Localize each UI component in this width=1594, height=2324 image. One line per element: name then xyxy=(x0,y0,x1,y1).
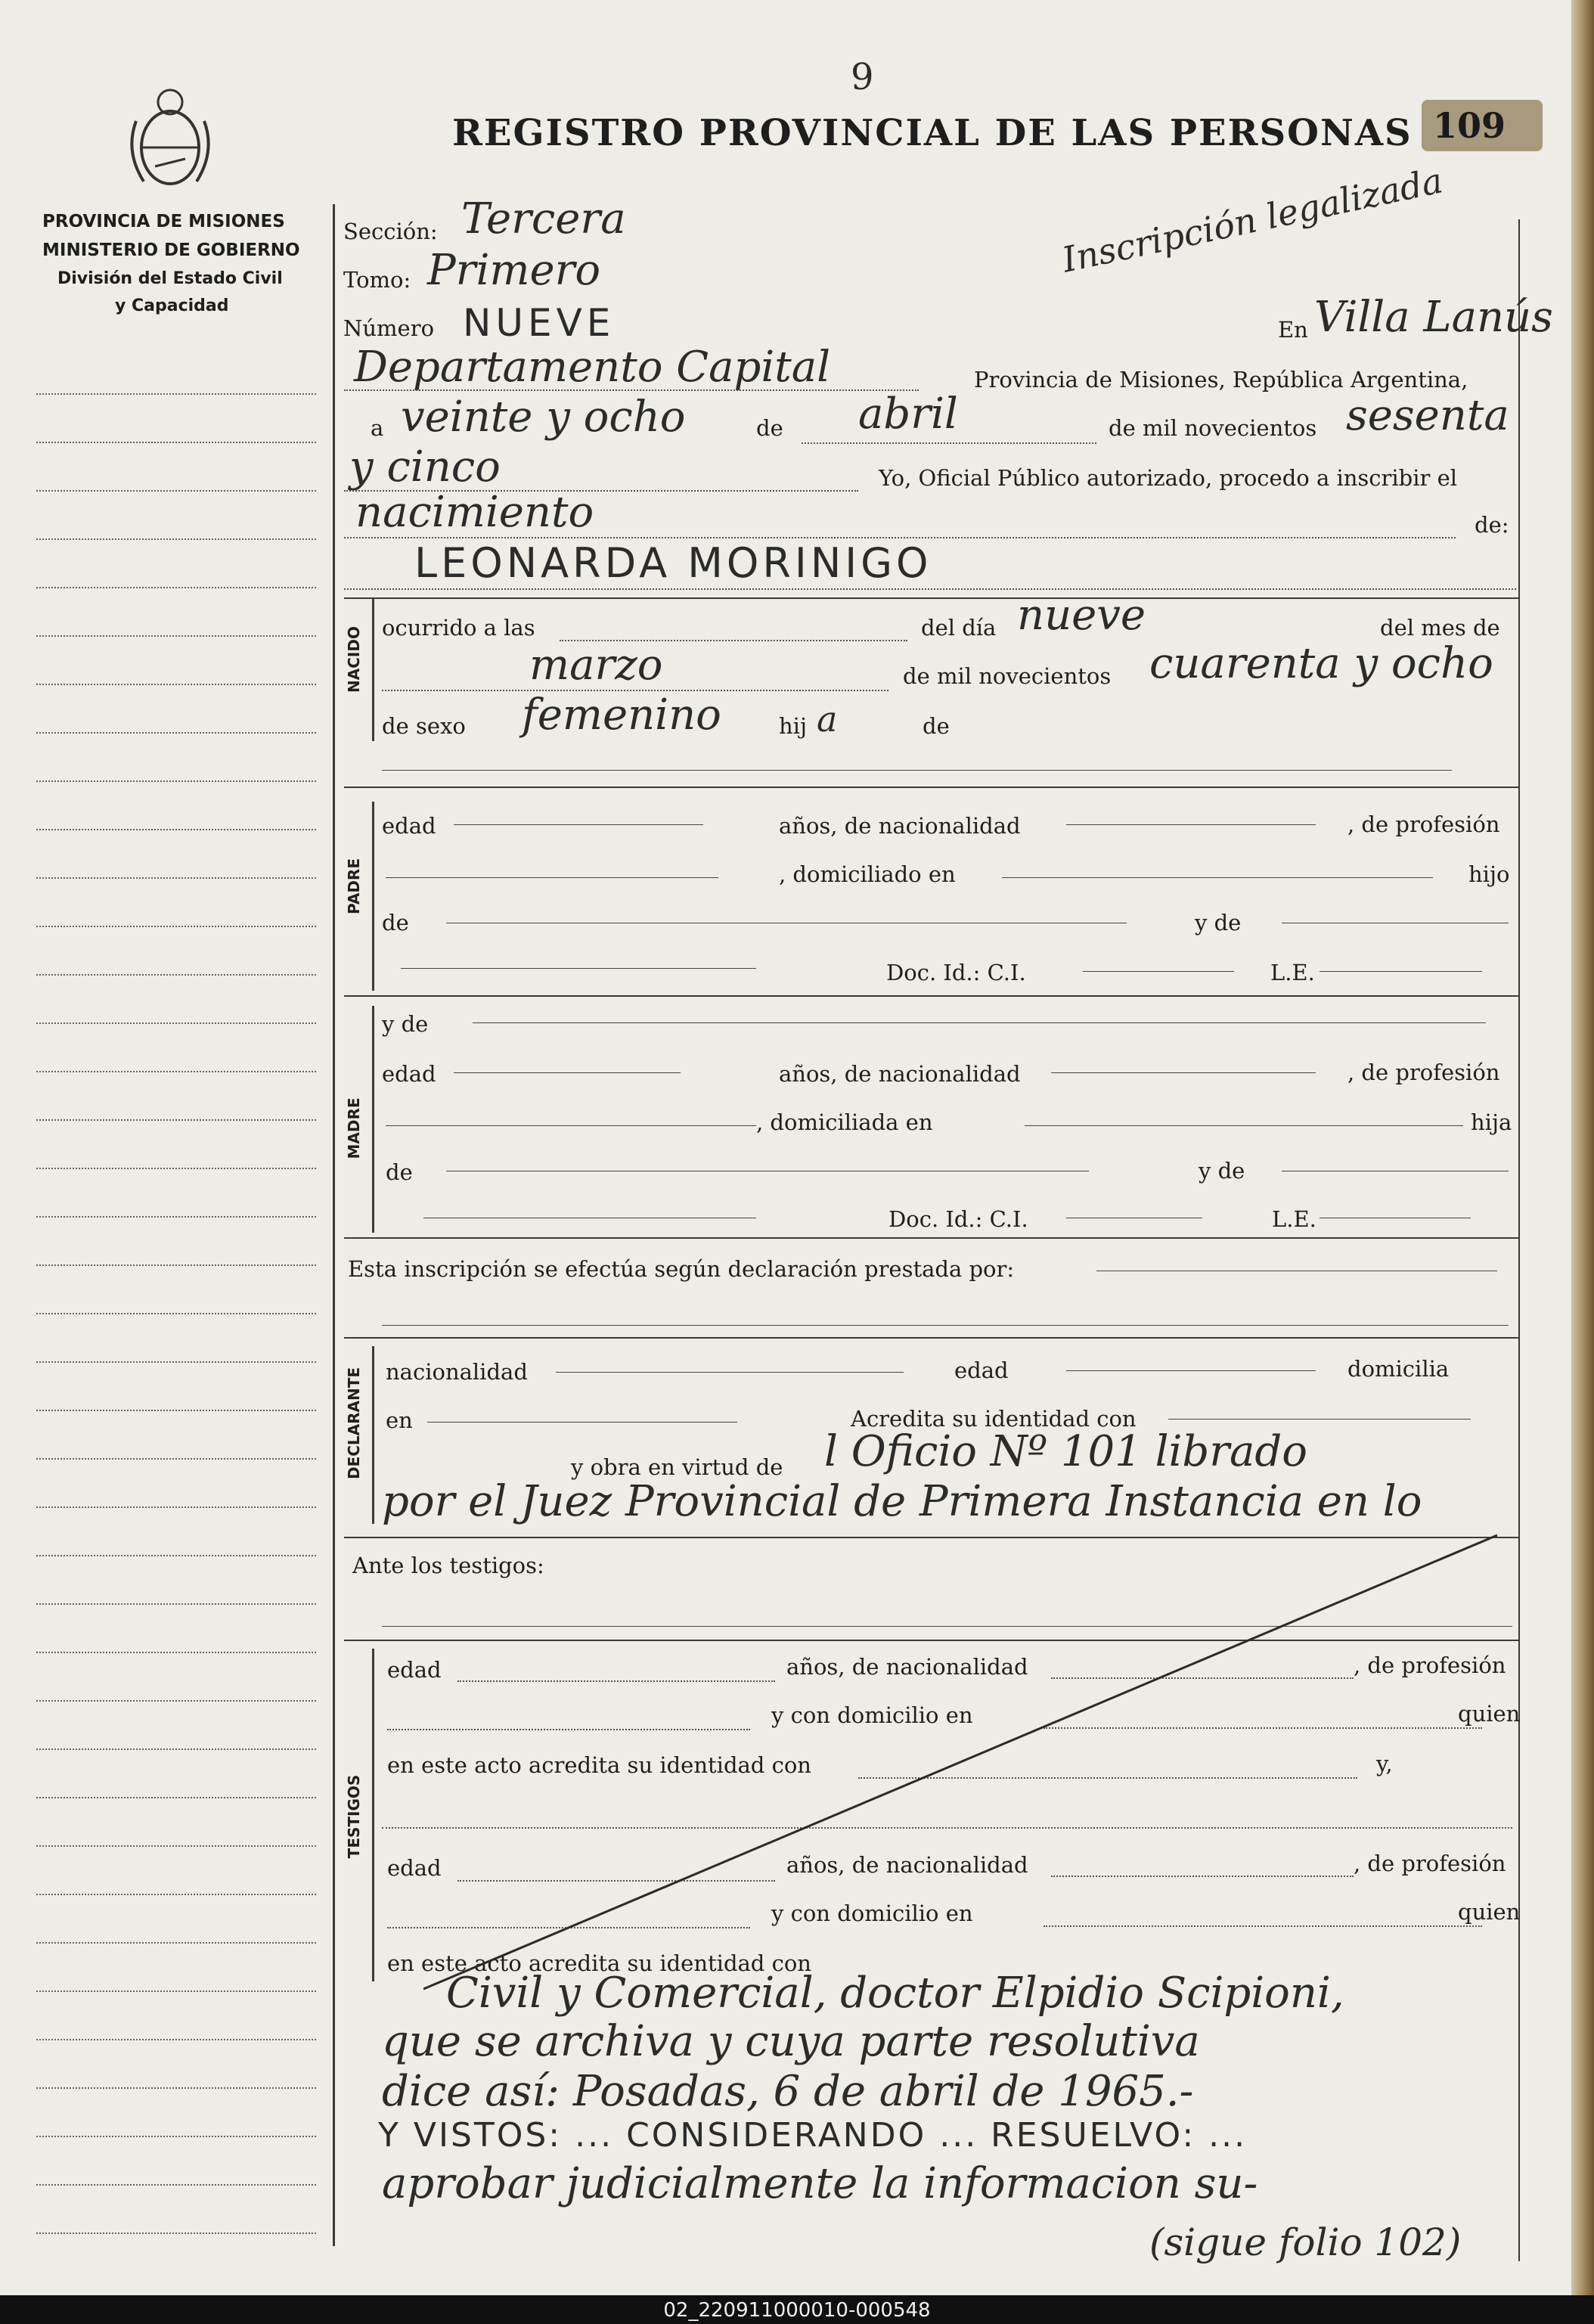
margin-line xyxy=(36,684,316,685)
padre-doc-line xyxy=(401,968,756,969)
declarante-top-line xyxy=(344,1337,1518,1339)
testigo2-nacionalidad-label: años, de nacionalidad xyxy=(786,1852,1028,1878)
margin-line xyxy=(36,442,316,443)
dia-value: veinte y ocho xyxy=(401,393,686,442)
testigo2-domicilio-label: y con domicilio en xyxy=(771,1900,973,1926)
hij-suffix: a xyxy=(817,699,838,740)
mil-novecientos-label: de mil novecientos xyxy=(1109,415,1317,441)
nacido-top-line xyxy=(344,597,1518,599)
margin-line xyxy=(36,1700,316,1702)
madre-y-de-label: y de xyxy=(1199,1158,1245,1184)
del-dia-label: del día xyxy=(921,615,997,641)
cancellation-line xyxy=(423,1528,1527,1997)
testigo2-quien-label: quien xyxy=(1458,1899,1521,1925)
anio-value-2: y cinco xyxy=(349,442,501,492)
margin-line xyxy=(36,1216,316,1218)
testigo1-edad-label: edad xyxy=(387,1657,442,1683)
ante-testigos-label: Ante los testigos: xyxy=(352,1553,544,1578)
testigo1-nacionalidad-label: años, de nacionalidad xyxy=(786,1654,1028,1680)
testigo1-profesion-label: , de profesión xyxy=(1354,1652,1506,1678)
margin-line xyxy=(36,2039,316,2040)
madre-bar xyxy=(372,1006,374,1233)
margin-line xyxy=(36,2184,316,2186)
nacido-de-label: de xyxy=(923,713,950,739)
madre-domicilio-line xyxy=(1025,1125,1463,1126)
margin-line xyxy=(36,1313,316,1314)
madre-edad-line xyxy=(454,1072,681,1073)
padre-nacionalidad-label: años, de nacionalidad xyxy=(779,813,1021,839)
declarante-oficio-value: l Oficio Nº 101 librado xyxy=(824,1427,1307,1476)
de-colon-label: de: xyxy=(1475,512,1509,538)
tomo-label: Tomo: xyxy=(343,267,411,293)
testigo2-profesion-label: , de profesión xyxy=(1354,1851,1506,1876)
declarante-en-line xyxy=(427,1422,737,1423)
declarante-edad-line xyxy=(1066,1370,1316,1371)
coat-of-arms-icon xyxy=(113,76,227,197)
seccion-label: Sección: xyxy=(343,219,438,244)
testigos-section-label: TESTIGOS xyxy=(345,1774,363,1859)
provincia-label: Provincia de Misiones, República Argentina, xyxy=(974,367,1468,393)
padre-edad-line xyxy=(454,824,703,825)
declarante-domicilia-label: domicilia xyxy=(1347,1356,1450,1382)
nombre-line xyxy=(344,588,1516,590)
continuation-line-2: que se archiva y cuya parte resolutiva xyxy=(382,2017,1200,2066)
declarante-acredita-label: Acredita su identidad con xyxy=(851,1406,1137,1432)
mes-line xyxy=(802,442,1096,444)
declarante-juez-value: por el Juez Provincial de Primera Instancia en lo xyxy=(382,1477,1422,1526)
declarante-edad-label: edad xyxy=(954,1357,1009,1383)
ministry-label: MINISTERIO DE GOBIERNO xyxy=(42,240,300,260)
continuation-line-5: aprobar judicialmente la informacion su- xyxy=(382,2159,1258,2208)
testigo1-domicilio-label: y con domicilio en xyxy=(771,1702,973,1728)
madre-profesion-line xyxy=(386,1125,756,1126)
margin-line xyxy=(36,1168,316,1169)
nacido-dia-value: nueve xyxy=(1017,591,1146,640)
margin-line xyxy=(36,829,316,830)
departamento-value: Departamento Capital xyxy=(354,343,831,392)
testigos-bar xyxy=(372,1649,374,1981)
madre-name-line xyxy=(473,1022,1486,1023)
padre-domicilio-line xyxy=(1002,877,1433,878)
declarante-bar xyxy=(372,1346,374,1524)
margin-line xyxy=(36,2087,316,2089)
nacido-mes-value: marzo xyxy=(529,641,663,690)
padre-ci-line xyxy=(1083,971,1234,972)
madre-profesion-label: , de profesión xyxy=(1347,1060,1500,1085)
padre-y-de-label: y de xyxy=(1195,910,1242,935)
margin-line xyxy=(36,1748,316,1750)
padre-hijo-label: hijo xyxy=(1468,861,1510,887)
margin-line xyxy=(36,490,316,492)
stamp-number: 109 xyxy=(1433,105,1506,146)
acto-line xyxy=(344,537,1456,538)
en-value: Villa Lanús xyxy=(1314,293,1553,342)
en-label: En xyxy=(1278,317,1308,343)
testigo1-quien-label: quien xyxy=(1458,1701,1521,1727)
division-label-2: y Capacidad xyxy=(115,296,229,315)
margin-line xyxy=(36,1603,316,1605)
declaracion-top-line xyxy=(344,1237,1518,1239)
hij-label: hij xyxy=(779,713,807,739)
declarante-obra-label: y obra en virtud de xyxy=(571,1454,783,1480)
departamento-line xyxy=(344,389,919,391)
a-label: a xyxy=(371,415,384,441)
nacido-mil-label: de mil novecientos xyxy=(903,663,1112,689)
tomo-value: Primero xyxy=(427,246,601,295)
margin-line xyxy=(36,587,316,588)
margin-line xyxy=(36,1410,316,1411)
padre-bar xyxy=(372,802,374,991)
margin-line xyxy=(36,538,316,540)
margin-line xyxy=(36,732,316,734)
continuation-note: (sigue folio 102) xyxy=(1149,2220,1462,2264)
anio-value-1: sesenta xyxy=(1346,391,1509,440)
declarante-nacionalidad-label: nacionalidad xyxy=(386,1359,528,1385)
margin-line xyxy=(36,1990,316,1992)
madre-edad-label: edad xyxy=(382,1061,436,1087)
madre-nacionalidad-line xyxy=(1051,1072,1316,1073)
margin-line xyxy=(36,877,316,879)
padre-profesion-label: , de profesión xyxy=(1347,811,1500,837)
madre-doc-label: Doc. Id.: C.I. xyxy=(888,1206,1028,1232)
testigo1-acredita-label: en este acto acredita su identidad con xyxy=(387,1752,811,1778)
madre-le-label: L.E. xyxy=(1272,1206,1316,1232)
province-label: PROVINCIA DE MISIONES xyxy=(42,212,285,231)
page-title: REGISTRO PROVINCIAL DE LAS PERSONAS xyxy=(452,112,1413,154)
margin-line xyxy=(36,1071,316,1072)
testigo1-y-label: y, xyxy=(1376,1751,1393,1776)
padre-domiciliado-label: , domiciliado en xyxy=(779,861,956,887)
madre-y-de-top-label: y de xyxy=(382,1011,429,1037)
book-edge xyxy=(1571,0,1594,2295)
padre-edad-label: edad xyxy=(382,813,436,839)
ocurrido-label: ocurrido a las xyxy=(382,615,535,641)
nacido-de-line xyxy=(382,770,1452,771)
declaracion-line-2 xyxy=(382,1325,1509,1326)
margin-line xyxy=(36,1555,316,1556)
de-label: de xyxy=(756,415,783,441)
margin-line xyxy=(36,926,316,927)
margin-line xyxy=(36,1797,316,1798)
margin-line xyxy=(36,1361,316,1363)
nombre-value: LEONARDA MORINIGO xyxy=(414,539,932,587)
margin-line xyxy=(36,1506,316,1508)
legalizada-annotation: Inscripción legalizada xyxy=(1058,160,1447,281)
nacido-anio-value: cuarenta y ocho xyxy=(1149,639,1493,688)
madre-nacionalidad-label: años, de nacionalidad xyxy=(779,1061,1021,1087)
margin-line xyxy=(36,974,316,976)
declarante-section-label: DECLARANTE xyxy=(345,1367,363,1480)
margin-line xyxy=(36,1942,316,1944)
padre-doc-label: Doc. Id.: C.I. xyxy=(886,960,1026,985)
mes-value: abril xyxy=(858,389,958,439)
frame-left-line xyxy=(333,204,335,2246)
margin-line xyxy=(36,1022,316,1024)
margin-line xyxy=(36,635,316,637)
margin-line xyxy=(36,1119,316,1121)
margin-line xyxy=(36,1458,316,1460)
del-mes-label: del mes de xyxy=(1380,615,1500,641)
margin-line xyxy=(36,2136,316,2137)
acto-value: nacimiento xyxy=(355,488,594,537)
continuation-line-4: Y VISTOS: ... CONSIDERANDO ... RESUELVO: ... xyxy=(378,2116,1248,2155)
declaracion-label: Esta inscripción se efectúa según declaración prestada por: xyxy=(348,1256,1015,1282)
yo-label: Yo, Oficial Público autorizado, procedo a inscribir el xyxy=(879,465,1458,491)
sexo-label: de sexo xyxy=(382,713,466,739)
margin-line xyxy=(36,1894,316,1895)
nacido-section-label: NACIDO xyxy=(345,626,363,693)
padre-nacionalidad-line xyxy=(1066,824,1316,825)
declarante-nacionalidad-line xyxy=(556,1372,904,1373)
padre-de-label: de xyxy=(382,910,409,935)
padre-le-line xyxy=(1320,971,1482,972)
numero-value: NUEVE xyxy=(463,301,616,345)
padre-profesion-line xyxy=(386,877,718,878)
margin-line xyxy=(36,1845,316,1847)
margin-line xyxy=(36,2232,316,2234)
division-label: División del Estado Civil xyxy=(57,269,283,288)
margin-line xyxy=(36,393,316,395)
nacido-bar xyxy=(372,599,374,741)
margin-line xyxy=(36,780,316,782)
numero-label: Número xyxy=(343,315,435,341)
declarante-acredita-line xyxy=(1168,1419,1471,1420)
padre-section-label: PADRE xyxy=(345,858,363,914)
margin-line xyxy=(36,1652,316,1653)
margin-line xyxy=(36,1264,316,1266)
madre-domiciliada-label: , domiciliada en xyxy=(756,1109,933,1135)
seccion-value: Tercera xyxy=(461,194,626,244)
madre-de-label: de xyxy=(386,1159,413,1185)
madre-hija-label: hija xyxy=(1471,1109,1512,1135)
padre-le-label: L.E. xyxy=(1270,960,1315,985)
folio-top: 9 xyxy=(851,56,874,98)
image-caption: 02_220911000010-000548 xyxy=(663,2299,931,2322)
declarante-en-label: en xyxy=(386,1407,413,1433)
madre-section-label: MADRE xyxy=(345,1097,363,1159)
continuation-line-3: dice así: Posadas, 6 de abril de 1965.- xyxy=(382,2067,1194,2116)
padre-top-line xyxy=(344,787,1518,788)
sexo-value: femenino xyxy=(522,690,721,740)
testigo2-edad-label: edad xyxy=(387,1855,442,1881)
testigo2-acredita-label: en este acto acredita su identidad con xyxy=(387,1950,811,1976)
continuation-line-1: Civil y Comercial, doctor Elpidio Scipioni, xyxy=(446,1969,1344,2018)
madre-top-line xyxy=(344,995,1518,997)
